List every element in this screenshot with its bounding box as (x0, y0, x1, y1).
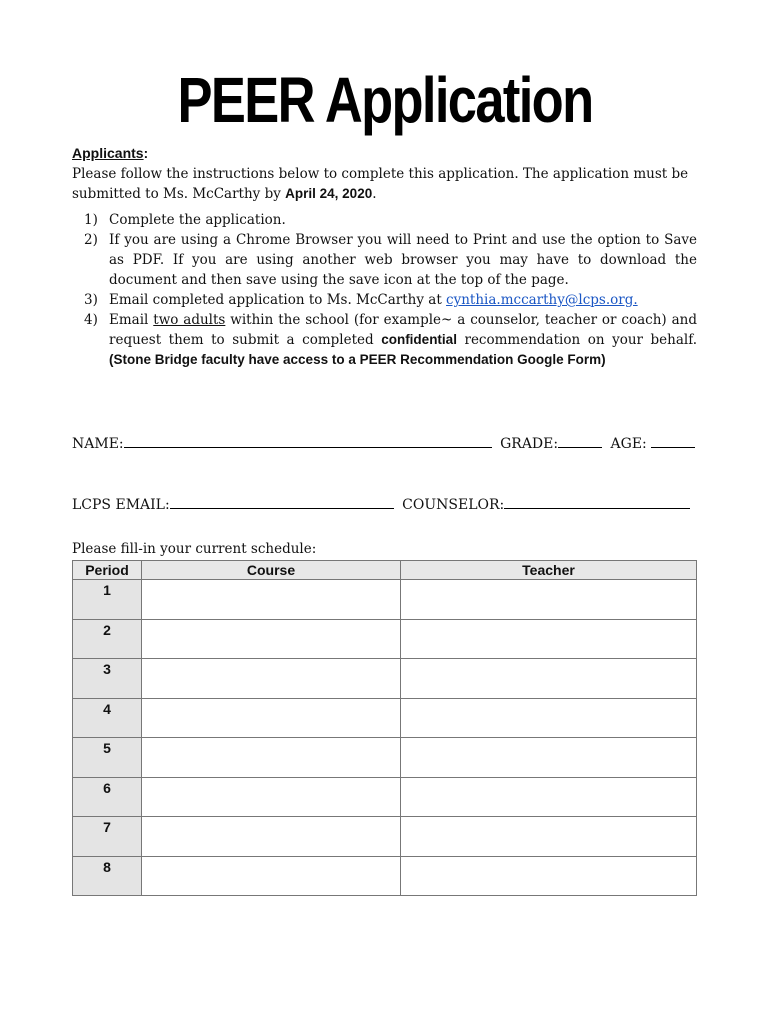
schedule-label: Please fill-in your current schedule: (72, 541, 317, 557)
list-number: 3) (84, 292, 98, 308)
teacher-cell[interactable] (401, 856, 697, 896)
period-cell: 6 (73, 777, 142, 817)
age-field[interactable] (651, 433, 695, 448)
column-header-period: Period (73, 561, 142, 580)
table-row (73, 777, 697, 817)
heading-colon: : (143, 146, 149, 161)
email-link[interactable]: cynthia.mccarthy@lcps.org. (446, 292, 638, 308)
step-text-post: recommendation on your behalf. (456, 332, 698, 348)
intro-text: Please follow the instructions below to complete this application. The application must be submitted to Ms. McCarthy by (72, 166, 689, 202)
teacher-cell[interactable] (401, 698, 697, 738)
list-item (72, 310, 697, 370)
name-field[interactable] (124, 433, 492, 448)
teacher-cell[interactable] (401, 580, 697, 620)
intro-end: . (372, 186, 377, 202)
step-text (109, 310, 697, 370)
table-row (73, 738, 697, 778)
period-cell: 8 (73, 856, 142, 896)
course-cell[interactable] (142, 698, 401, 738)
step-text-pre: Email (109, 312, 154, 328)
period-cell: 5 (73, 738, 142, 778)
table-row (73, 698, 697, 738)
table-row (73, 580, 697, 620)
column-header-teacher: Teacher (401, 561, 697, 580)
teacher-cell[interactable] (401, 619, 697, 659)
step-text: Complete the application. (109, 212, 286, 228)
step-text-lead: Email completed application to Ms. McCarthy at (109, 292, 447, 308)
two-adults-text: two adults (153, 312, 226, 328)
deadline-date: April 24, 2020 (285, 186, 373, 201)
table-row (73, 817, 697, 857)
name-grade-age-row (72, 433, 699, 452)
course-cell[interactable] (142, 580, 401, 620)
teacher-cell[interactable] (401, 817, 697, 857)
table-row (73, 659, 697, 699)
list-item (72, 290, 697, 310)
list-number: 4) (84, 312, 98, 328)
confidential-text: confidential (381, 332, 457, 347)
email-label: LCPS EMAIL: (72, 497, 170, 513)
grade-label: GRADE: (500, 436, 559, 452)
course-cell[interactable] (142, 619, 401, 659)
teacher-cell[interactable] (401, 738, 697, 778)
page-title: PEER Application (177, 64, 593, 136)
table-row (73, 856, 697, 896)
course-cell[interactable] (142, 659, 401, 699)
faculty-note: (Stone Bridge faculty have access to a PEER Recommendation Google Form) (109, 352, 606, 367)
table-header-row (73, 561, 697, 580)
name-label: NAME: (72, 436, 124, 452)
table-row (73, 619, 697, 659)
teacher-cell[interactable] (401, 777, 697, 817)
course-cell[interactable] (142, 817, 401, 857)
step-text: If you are using a Chrome Browser you will need to Print and use the option to Save as PDF. If you are using another web browser you may have to download the document and then save using the save icon at the top of the page. (109, 232, 697, 288)
period-cell: 1 (73, 580, 142, 620)
instructions-list (72, 210, 697, 370)
teacher-cell[interactable] (401, 659, 697, 699)
list-item (72, 210, 697, 230)
step-text (109, 290, 697, 310)
list-number: 1) (84, 212, 98, 228)
period-cell: 2 (73, 619, 142, 659)
course-cell[interactable] (142, 777, 401, 817)
list-number: 2) (84, 232, 98, 248)
column-header-course: Course (142, 561, 401, 580)
counselor-field[interactable] (504, 494, 690, 509)
grade-field[interactable] (558, 433, 602, 448)
list-item (72, 230, 697, 290)
email-field[interactable] (170, 494, 394, 509)
email-counselor-row (72, 494, 694, 513)
age-label: AGE: (610, 436, 647, 452)
period-cell: 4 (73, 698, 142, 738)
period-cell: 3 (73, 659, 142, 699)
applicants-heading: Applicants (72, 145, 144, 161)
intro-paragraph (72, 143, 702, 204)
step-text-mid: within the school (for example~ a counselor, teacher or coach) and request them to submit a completed (109, 312, 697, 348)
schedule-table (72, 560, 697, 896)
counselor-label: COUNSELOR: (402, 497, 505, 513)
course-cell[interactable] (142, 856, 401, 896)
period-cell: 7 (73, 817, 142, 857)
course-cell[interactable] (142, 738, 401, 778)
